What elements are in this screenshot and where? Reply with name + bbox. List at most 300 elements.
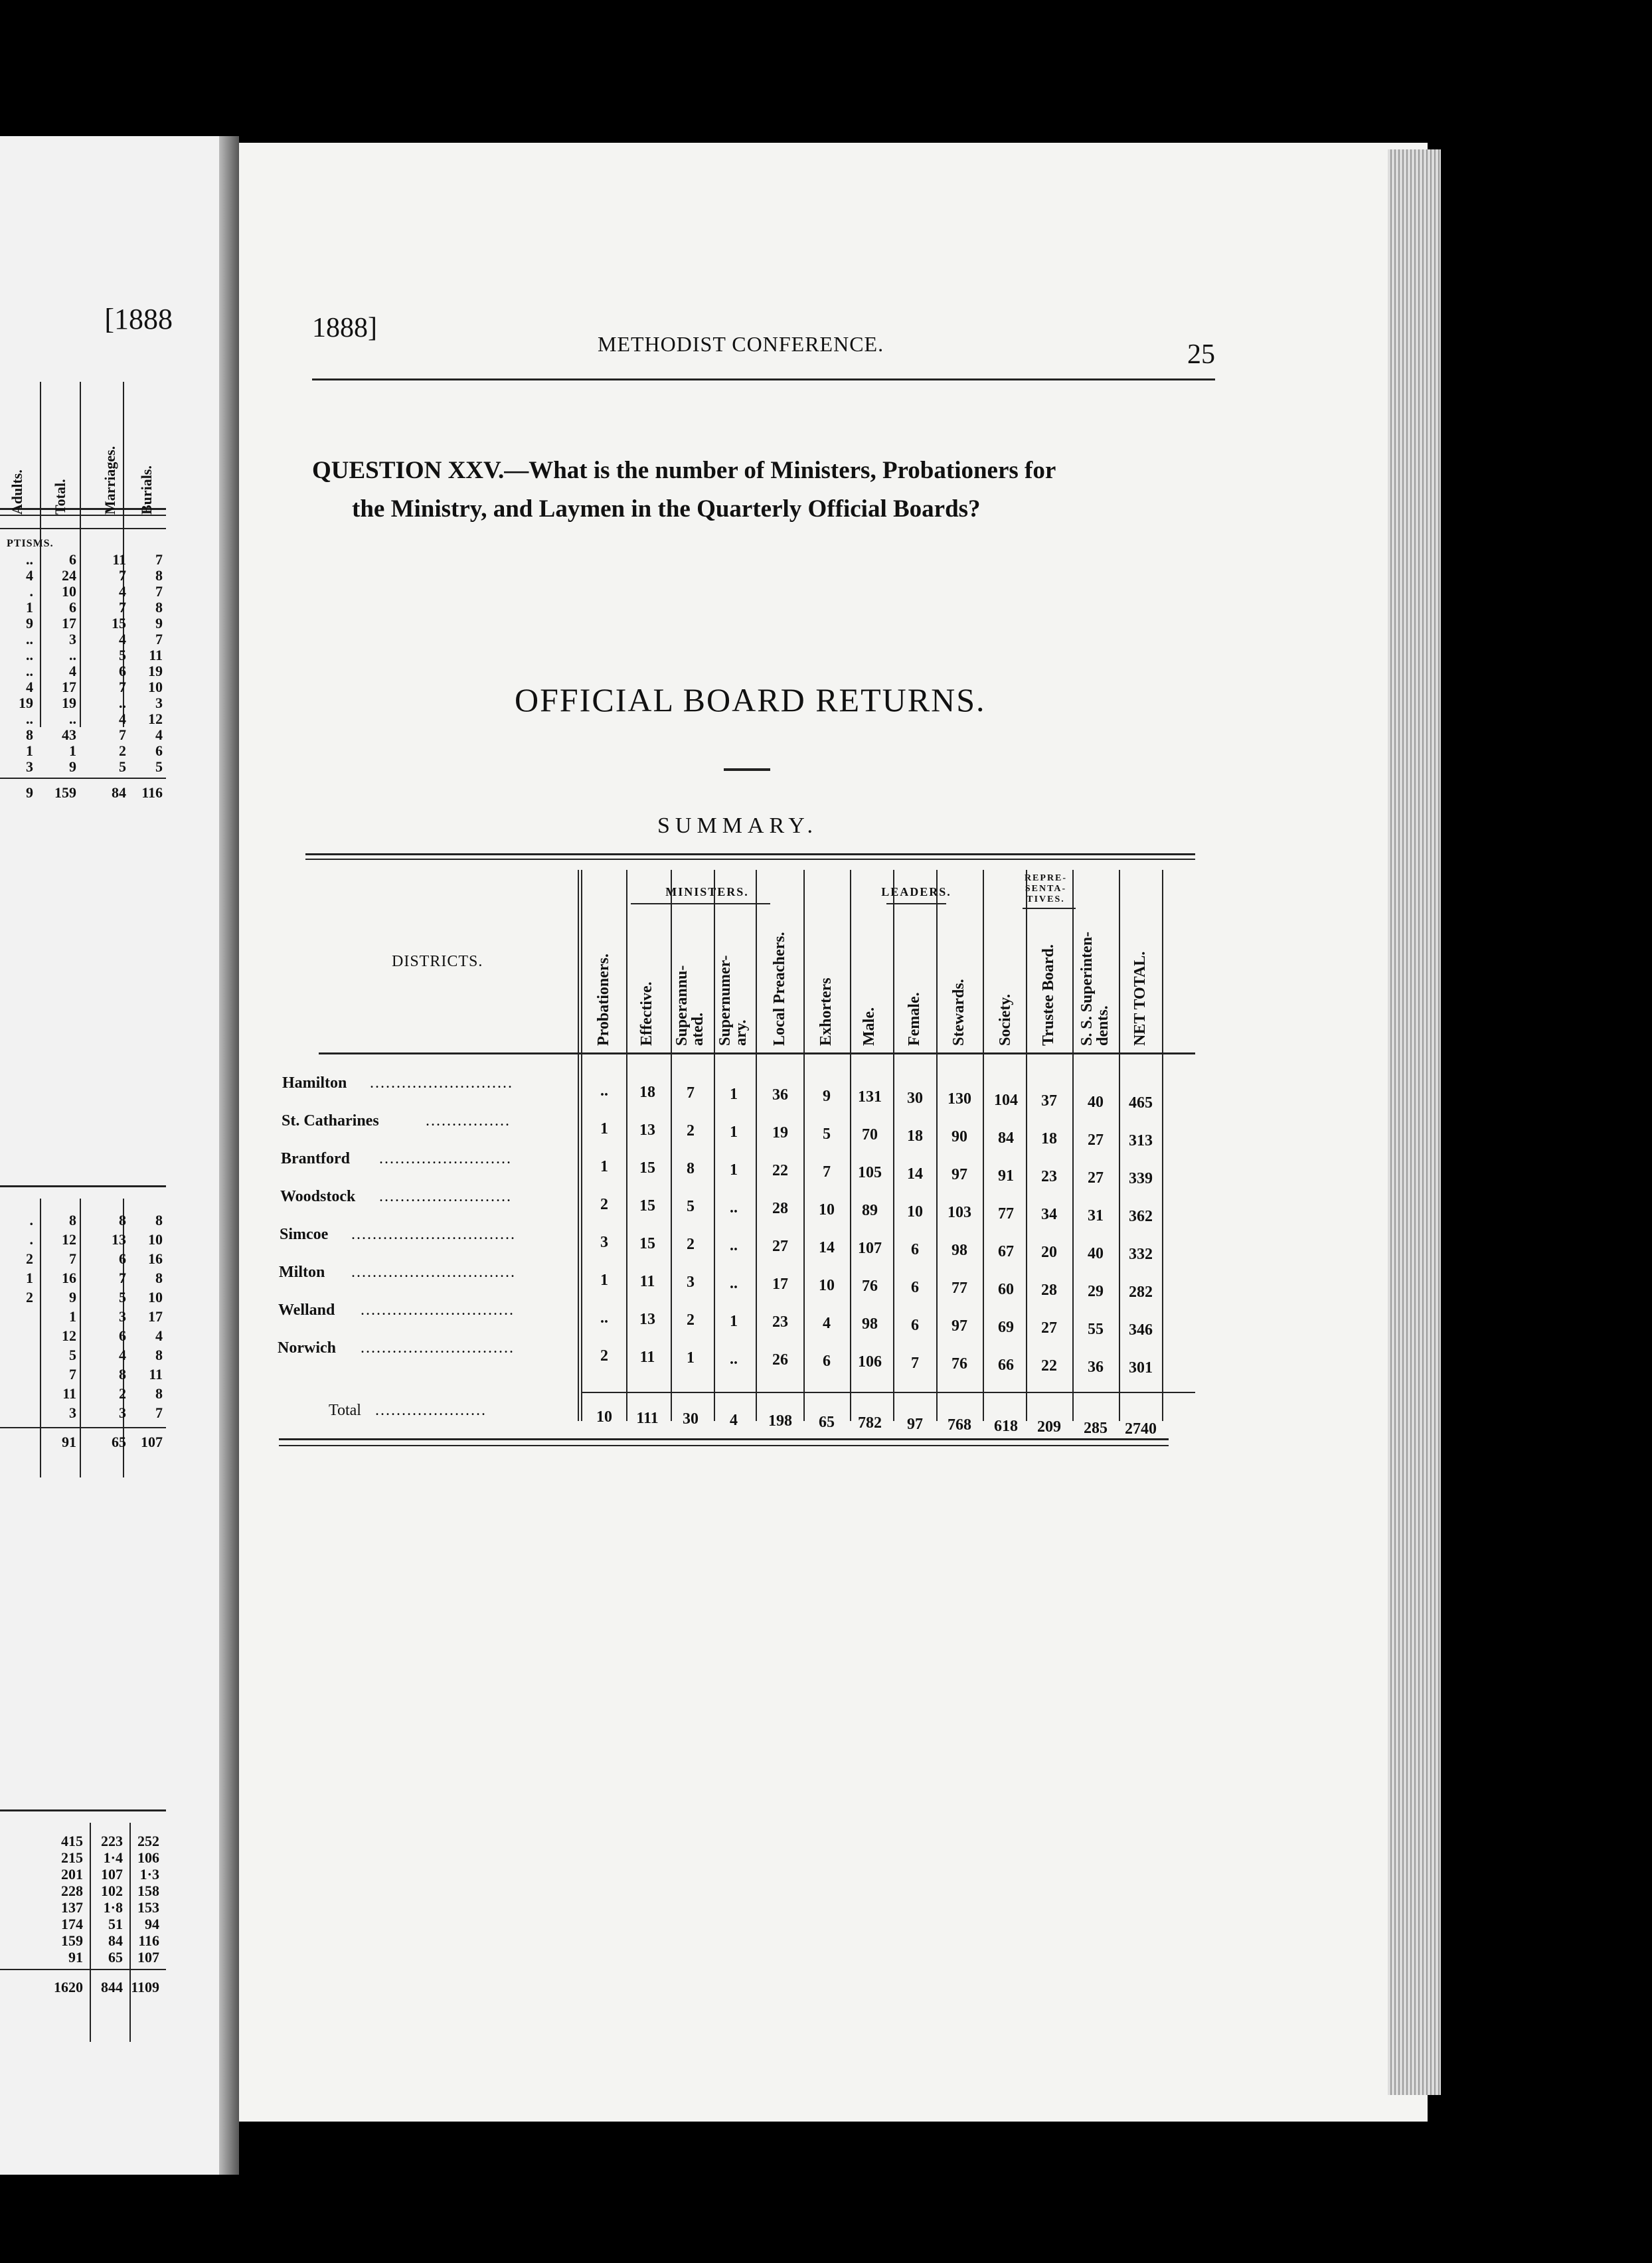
left-b1-cell-11-3: 4 <box>155 726 163 743</box>
district-leader-dots-2: ......................... <box>379 1150 512 1167</box>
column-divider-9 <box>936 870 938 1421</box>
cell-7-9: 66 <box>998 1356 1014 1374</box>
cell-1-1: 13 <box>639 1121 655 1139</box>
left-b1-cell-12-0: 1 <box>26 742 33 759</box>
left-heading: PTISMS. <box>7 538 54 549</box>
left-b2-vline-0 <box>40 1199 41 1477</box>
cell-2-2: 8 <box>687 1160 695 1177</box>
cell-2-4: 22 <box>772 1162 788 1179</box>
left-b2-cell-6-3: 4 <box>155 1327 163 1344</box>
total-cell-6: 782 <box>858 1414 882 1432</box>
left-b2-cell-1-1: 12 <box>62 1231 76 1248</box>
left-b1-cell-2-1: 10 <box>62 583 76 600</box>
cell-4-9: 67 <box>998 1242 1014 1260</box>
left-b2-cell-2-0: 2 <box>26 1250 33 1267</box>
left-page-year: [1888 <box>104 303 173 335</box>
board-title: OFFICIAL BOARD RETURNS. <box>515 681 986 718</box>
cell-0-12: 465 <box>1129 1094 1153 1112</box>
column-header-3-line-1: Superannu- <box>673 965 691 1046</box>
cell-1-6: 70 <box>862 1126 878 1143</box>
total-cell-4: 198 <box>768 1412 792 1430</box>
left-b1-cell-3-2: 7 <box>119 599 126 616</box>
left-b3-cell-7-2: 107 <box>137 1949 159 1966</box>
left-b1-total-rule <box>0 778 166 779</box>
left-b1-cell-5-2: 4 <box>119 631 126 647</box>
left-b1-cell-10-3: 12 <box>148 711 163 727</box>
cell-5-0: 1 <box>600 1272 608 1289</box>
cell-4-10: 20 <box>1041 1244 1057 1261</box>
left-b3-cell-6-1: 84 <box>108 1932 123 1949</box>
cell-3-1: 15 <box>639 1197 655 1215</box>
total-cell-3: 4 <box>730 1411 738 1429</box>
cell-4-0: 3 <box>600 1234 608 1251</box>
cell-3-12: 362 <box>1129 1208 1153 1225</box>
cell-4-7: 6 <box>911 1240 919 1258</box>
left-b3-cell-0-1: 223 <box>101 1833 123 1849</box>
left-b1-cell-1-2: 7 <box>119 567 126 584</box>
cell-3-11: 31 <box>1088 1207 1104 1224</box>
district-leader-dots-6: ............................. <box>361 1301 515 1319</box>
left-b1-cell-1-3: 8 <box>155 567 163 584</box>
left-b2-cell-7-1: 5 <box>69 1347 76 1363</box>
column-divider-10 <box>983 870 984 1421</box>
left-b1-cell-2-2: 4 <box>119 583 126 600</box>
left-b1-cell-4-0: 9 <box>26 615 33 631</box>
cell-6-11: 55 <box>1088 1320 1104 1338</box>
cell-7-5: 6 <box>823 1352 831 1370</box>
district-name-3: Woodstock <box>280 1188 356 1205</box>
total-leader-dots: ..................... <box>375 1402 487 1419</box>
left-b1-cell-6-1: .. <box>69 647 76 663</box>
cell-1-5: 5 <box>823 1125 831 1143</box>
left-b1-cell-1-1: 24 <box>62 567 76 584</box>
left-b1-cell-5-3: 7 <box>155 631 163 647</box>
district-leader-dots-5: ............................... <box>351 1264 516 1281</box>
left-b1-cell-7-0: .. <box>26 663 33 679</box>
cell-3-10: 34 <box>1041 1206 1057 1223</box>
left-b2-cell-8-3: 11 <box>149 1366 163 1383</box>
cell-6-0: .. <box>600 1309 608 1327</box>
left-b1-cell-13-0: 3 <box>26 758 33 775</box>
cell-7-12: 301 <box>1129 1359 1153 1377</box>
header-rule <box>312 378 1215 380</box>
cell-1-0: 1 <box>600 1120 608 1137</box>
districts-header: DISTRICTS. <box>392 953 483 970</box>
left-b2-cell-2-2: 6 <box>119 1250 126 1267</box>
left-b2-cell-1-2: 13 <box>112 1231 126 1248</box>
column-header-8: Female. <box>906 992 923 1046</box>
cell-5-4: 17 <box>772 1276 788 1293</box>
left-b3-total-rule <box>0 1969 166 1970</box>
left-b2-vline-1 <box>80 1199 81 1477</box>
left-b3-cell-5-0: 174 <box>61 1916 83 1932</box>
left-b2-cell-10-3: 7 <box>155 1404 163 1421</box>
district-leader-dots-0: ........................... <box>370 1074 513 1092</box>
cell-4-2: 2 <box>687 1236 695 1253</box>
column-header-13: NET TOTAL. <box>1131 951 1149 1046</box>
left-b2-cell-5-3: 17 <box>148 1308 163 1325</box>
left-b1-cell-9-2: .. <box>119 695 126 711</box>
group-header-ministers: MINISTERS. <box>665 885 749 898</box>
left-b2-cell-5-2: 3 <box>119 1308 126 1325</box>
cell-6-4: 23 <box>772 1313 788 1331</box>
cell-0-4: 36 <box>772 1086 788 1104</box>
left-b3-cell-2-1: 107 <box>101 1866 123 1883</box>
cell-0-3: 1 <box>730 1085 738 1103</box>
left-b1-cell-10-2: 4 <box>119 711 126 727</box>
column-header-9: Stewards. <box>950 979 967 1046</box>
cell-2-7: 14 <box>907 1165 923 1183</box>
left-b1-cell-1-0: 4 <box>26 567 33 584</box>
left-b1-cell-9-1: 19 <box>62 695 76 711</box>
district-name-6: Welland <box>278 1301 335 1319</box>
column-divider-7 <box>850 870 851 1421</box>
left-b2-cell-7-2: 4 <box>119 1347 126 1363</box>
summary-title: SUMMARY. <box>657 813 818 838</box>
left-b3-total-0: 1620 <box>54 1979 83 1995</box>
cell-2-11: 27 <box>1088 1169 1104 1187</box>
left-b1-cell-4-2: 15 <box>112 615 126 631</box>
left-b1-total-0: 9 <box>26 784 33 801</box>
left-b3-cell-3-0: 228 <box>61 1883 83 1899</box>
left-b1-cell-0-3: 7 <box>155 551 163 568</box>
left-b1-rule <box>0 528 166 529</box>
left-b2-cell-3-2: 7 <box>119 1270 126 1286</box>
cell-1-9: 84 <box>998 1129 1014 1147</box>
left-b1-total-2: 84 <box>112 784 126 801</box>
left-b2-cell-5-1: 1 <box>69 1308 76 1325</box>
left-b2-cell-4-0: 2 <box>26 1289 33 1305</box>
column-divider-6 <box>803 870 805 1421</box>
total-label: Total <box>329 1402 361 1419</box>
cell-5-11: 29 <box>1088 1282 1104 1300</box>
cell-4-8: 98 <box>951 1242 967 1259</box>
cell-6-5: 4 <box>823 1314 831 1332</box>
cell-0-1: 18 <box>639 1083 655 1101</box>
representatives-underline <box>1023 908 1076 909</box>
left-b2-cell-9-2: 2 <box>119 1385 126 1402</box>
total-cell-1: 111 <box>636 1409 659 1427</box>
left-b1-cell-9-3: 3 <box>155 695 163 711</box>
district-name-7: Norwich <box>278 1339 336 1357</box>
cell-1-7: 18 <box>907 1127 923 1145</box>
left-b3-cell-7-0: 91 <box>68 1949 83 1966</box>
left-b2-cell-9-3: 8 <box>155 1385 163 1402</box>
page-edge <box>1388 149 1441 2095</box>
cell-7-8: 76 <box>951 1355 967 1373</box>
left-b2-cell-1-0: . <box>29 1231 33 1248</box>
cell-3-9: 77 <box>998 1205 1014 1222</box>
left-b3-cell-6-0: 159 <box>61 1932 83 1949</box>
left-b2-cell-4-2: 5 <box>119 1289 126 1305</box>
total-cell-5: 65 <box>819 1413 835 1431</box>
cell-7-10: 22 <box>1041 1357 1057 1375</box>
left-b2-cell-7-3: 8 <box>155 1347 163 1363</box>
district-name-0: Hamilton <box>282 1074 347 1092</box>
left-b1-cell-6-2: 5 <box>119 647 126 663</box>
cell-7-7: 7 <box>911 1354 919 1372</box>
cell-1-12: 313 <box>1129 1132 1153 1149</box>
left-b1-cell-0-0: .. <box>26 551 33 568</box>
cell-6-1: 13 <box>639 1310 655 1328</box>
cell-4-6: 107 <box>858 1240 882 1257</box>
left-b2-cell-2-1: 7 <box>69 1250 76 1267</box>
left-b3-cell-1-1: 1·4 <box>103 1849 123 1866</box>
left-b2-cell-0-2: 8 <box>119 1212 126 1228</box>
column-header-12-line-2: dents. <box>1094 1005 1112 1046</box>
cell-6-6: 98 <box>862 1315 878 1333</box>
left-b3-cell-6-2: 116 <box>138 1932 159 1949</box>
left-b1-cell-12-1: 1 <box>69 742 76 759</box>
left-b3-cell-1-2: 106 <box>137 1849 159 1866</box>
cell-2-5: 7 <box>823 1163 831 1181</box>
cell-4-5: 14 <box>819 1238 835 1256</box>
left-b1-cell-10-0: .. <box>26 711 33 727</box>
cell-5-7: 6 <box>911 1278 919 1296</box>
left-b1-cell-11-2: 7 <box>119 726 126 743</box>
left-b3-cell-0-2: 252 <box>137 1833 159 1849</box>
left-b3-cell-5-2: 94 <box>145 1916 159 1932</box>
column-divider-4 <box>714 870 715 1421</box>
total-cell-7: 97 <box>907 1415 923 1433</box>
district-leader-dots-3: ......................... <box>379 1188 512 1205</box>
ministers-underline <box>631 903 770 904</box>
left-b1-cell-12-2: 2 <box>119 742 126 759</box>
left-b3-cell-4-0: 137 <box>61 1899 83 1916</box>
left-col-header-3: Burials. <box>138 465 155 515</box>
left-b3-cell-5-1: 51 <box>108 1916 123 1932</box>
column-divider-8 <box>893 870 894 1421</box>
left-b3-total-1: 844 <box>101 1979 123 1995</box>
cell-3-6: 89 <box>862 1202 878 1219</box>
left-col-header-0: Adults. <box>9 469 25 515</box>
cell-7-1: 11 <box>639 1348 655 1366</box>
header-title: METHODIST CONFERENCE. <box>598 332 884 356</box>
left-page-fragment <box>0 136 219 2175</box>
cell-1-3: 1 <box>730 1123 738 1141</box>
left-b3-cell-4-1: 1·8 <box>103 1899 123 1916</box>
cell-5-12: 282 <box>1129 1284 1153 1301</box>
cell-6-7: 6 <box>911 1316 919 1334</box>
cell-0-10: 37 <box>1041 1092 1057 1110</box>
cell-3-7: 10 <box>907 1203 923 1220</box>
left-b2-cell-8-2: 8 <box>119 1366 126 1383</box>
cell-5-8: 77 <box>951 1280 967 1297</box>
left-b2-cell-3-1: 16 <box>62 1270 76 1286</box>
left-b3-total-2: 1109 <box>131 1979 159 1995</box>
cell-5-2: 3 <box>687 1274 695 1291</box>
left-b3-cell-7-1: 65 <box>108 1949 123 1966</box>
left-b1-cell-11-1: 43 <box>62 726 76 743</box>
left-b2-cell-9-1: 11 <box>62 1385 76 1402</box>
left-b2-cell-2-3: 16 <box>148 1250 163 1267</box>
total-cell-10: 209 <box>1037 1418 1061 1436</box>
cell-6-9: 69 <box>998 1318 1014 1336</box>
cell-4-11: 40 <box>1088 1244 1104 1262</box>
cell-0-2: 7 <box>687 1084 695 1102</box>
cell-2-1: 15 <box>639 1159 655 1177</box>
cell-0-5: 9 <box>823 1087 831 1105</box>
cell-7-4: 26 <box>772 1351 788 1369</box>
cell-6-8: 97 <box>951 1317 967 1335</box>
total-cell-0: 10 <box>596 1408 612 1426</box>
left-vline-1 <box>80 382 81 727</box>
left-b2-cell-6-1: 12 <box>62 1327 76 1344</box>
group-header-leaders: LEADERS. <box>881 885 951 898</box>
cell-1-10: 18 <box>1041 1130 1057 1147</box>
table-bottom-rule <box>279 1438 1169 1440</box>
column-divider-1 <box>581 870 582 1421</box>
left-b2-cell-0-3: 8 <box>155 1212 163 1228</box>
summary-table <box>279 853 1195 1471</box>
left-b2-total-3: 107 <box>141 1434 163 1450</box>
left-b1-cell-2-0: . <box>29 583 33 600</box>
column-header-12-line-1: S. S. Superinten- <box>1078 931 1096 1046</box>
cell-5-9: 60 <box>998 1280 1014 1298</box>
question-line-1: QUESTION XXV.—What is the number of Ministers, Probationers for <box>312 457 1056 484</box>
cell-1-2: 2 <box>687 1122 695 1139</box>
cell-6-10: 27 <box>1041 1319 1057 1337</box>
left-b2-cell-4-1: 9 <box>69 1289 76 1305</box>
left-b1-cell-0-1: 6 <box>69 551 76 568</box>
left-b1-cell-13-3: 5 <box>155 758 163 775</box>
left-b1-cell-7-1: 4 <box>69 663 76 679</box>
district-name-2: Brantford <box>281 1150 350 1167</box>
header-bottom-rule <box>319 1052 1195 1054</box>
column-header-3-line-2: ated. <box>689 1013 706 1046</box>
left-b1-cell-8-2: 7 <box>119 679 126 695</box>
cell-1-11: 27 <box>1088 1131 1104 1149</box>
column-divider-2 <box>626 870 627 1421</box>
cell-2-9: 91 <box>998 1167 1014 1185</box>
left-b1-cell-0-2: 11 <box>112 551 126 568</box>
cell-4-3: .. <box>730 1236 738 1254</box>
left-b1-cell-5-0: .. <box>26 631 33 647</box>
cell-4-12: 332 <box>1129 1246 1153 1263</box>
book-gutter <box>219 136 239 2175</box>
table-top-rule <box>305 853 1195 855</box>
cell-2-12: 339 <box>1129 1170 1153 1187</box>
table-top-rule-2 <box>305 859 1195 860</box>
cell-5-6: 76 <box>862 1278 878 1295</box>
column-divider-5 <box>756 870 757 1421</box>
cell-1-4: 19 <box>772 1124 788 1141</box>
left-b1-cell-8-0: 4 <box>26 679 33 695</box>
cell-7-11: 36 <box>1088 1358 1104 1376</box>
left-b1-cell-2-3: 7 <box>155 583 163 600</box>
cell-5-10: 28 <box>1041 1282 1057 1299</box>
cell-6-2: 2 <box>687 1311 695 1329</box>
column-header-1: Probationers. <box>595 954 612 1046</box>
column-header-7: Male. <box>861 1007 878 1046</box>
left-b2-cell-4-3: 10 <box>148 1289 163 1305</box>
column-header-2: Effective. <box>638 981 655 1046</box>
left-b3-cell-3-1: 102 <box>101 1883 123 1899</box>
cell-7-0: 2 <box>600 1347 608 1365</box>
cell-1-8: 90 <box>951 1128 967 1145</box>
left-b1-cell-3-1: 6 <box>69 599 76 616</box>
cell-3-4: 28 <box>772 1200 788 1217</box>
cell-3-0: 2 <box>600 1196 608 1213</box>
column-header-4-line-1: Supernumer- <box>716 955 734 1046</box>
cell-4-1: 15 <box>639 1234 655 1252</box>
left-b1-cell-13-1: 9 <box>69 758 76 775</box>
cell-0-7: 30 <box>907 1089 923 1107</box>
cell-3-3: .. <box>730 1199 738 1216</box>
question-text <box>312 452 1215 529</box>
column-header-11: Trustee Board. <box>1040 944 1057 1046</box>
left-col-header-2: Marriages. <box>102 446 118 515</box>
header-year: 1888] <box>312 313 377 343</box>
cell-5-5: 10 <box>819 1276 835 1294</box>
cell-0-9: 104 <box>994 1091 1018 1109</box>
left-b2-cell-8-1: 7 <box>69 1366 76 1383</box>
left-b3-cell-3-2: 158 <box>137 1883 159 1899</box>
left-b1-cell-3-3: 8 <box>155 599 163 616</box>
cell-3-5: 10 <box>819 1201 835 1218</box>
left-b3-cell-1-0: 215 <box>61 1849 83 1866</box>
cell-0-11: 40 <box>1088 1093 1104 1111</box>
district-name-4: Simcoe <box>280 1226 329 1243</box>
left-b2-cell-6-2: 6 <box>119 1327 126 1344</box>
left-b1-cell-3-0: 1 <box>26 599 33 616</box>
left-b1-cell-4-3: 9 <box>155 615 163 631</box>
left-b3-cell-2-2: 1·3 <box>139 1866 159 1883</box>
left-b1-total-3: 116 <box>141 784 163 801</box>
left-b1-cell-6-0: .. <box>26 647 33 663</box>
left-b2-total-2: 65 <box>112 1434 126 1450</box>
cell-2-6: 105 <box>858 1164 882 1181</box>
cell-6-3: 1 <box>730 1312 738 1330</box>
left-b2-rule <box>0 1185 166 1187</box>
page-number: 25 <box>1187 339 1215 370</box>
left-b1-cell-10-1: .. <box>69 711 76 727</box>
left-b1-cell-8-3: 10 <box>148 679 163 695</box>
total-cell-8: 768 <box>948 1416 971 1434</box>
left-b1-cell-5-1: 3 <box>69 631 76 647</box>
column-divider-12 <box>1072 870 1074 1421</box>
left-b1-cell-9-0: 19 <box>19 695 33 711</box>
left-b1-cell-6-3: 11 <box>149 647 163 663</box>
district-leader-dots-4: ............................... <box>351 1226 516 1243</box>
cell-3-8: 103 <box>948 1204 971 1221</box>
left-b2-total-rule <box>0 1427 166 1428</box>
cell-7-2: 1 <box>687 1349 695 1367</box>
district-name-5: Milton <box>279 1264 325 1281</box>
column-divider-11 <box>1026 870 1027 1421</box>
left-b2-cell-0-1: 8 <box>69 1212 76 1228</box>
column-header-5: Local Preachers. <box>771 932 788 1046</box>
column-header-4-line-2: ary. <box>732 1019 750 1046</box>
cell-3-2: 5 <box>687 1198 695 1215</box>
cell-0-6: 131 <box>858 1088 882 1106</box>
left-b3-cell-4-2: 153 <box>137 1899 159 1916</box>
district-leader-dots-1: ................ <box>426 1112 511 1130</box>
left-col-header-1: Total. <box>52 479 68 515</box>
cell-7-3: .. <box>730 1350 738 1368</box>
left-b3-rule <box>0 1809 166 1811</box>
left-b1-total-1: 159 <box>54 784 76 801</box>
page-header <box>312 312 1215 385</box>
cell-5-1: 11 <box>639 1272 655 1290</box>
cell-2-3: 1 <box>730 1161 738 1179</box>
title-dash <box>724 768 770 771</box>
column-divider-3 <box>671 870 672 1421</box>
total-cell-2: 30 <box>683 1410 699 1428</box>
group-header-representatives: REPRE- SENTA- TIVES. <box>1024 873 1068 904</box>
question-line-2: the Ministry, and Laymen in the Quarterly Official Boards? <box>352 495 981 523</box>
total-top-rule <box>581 1392 1195 1393</box>
